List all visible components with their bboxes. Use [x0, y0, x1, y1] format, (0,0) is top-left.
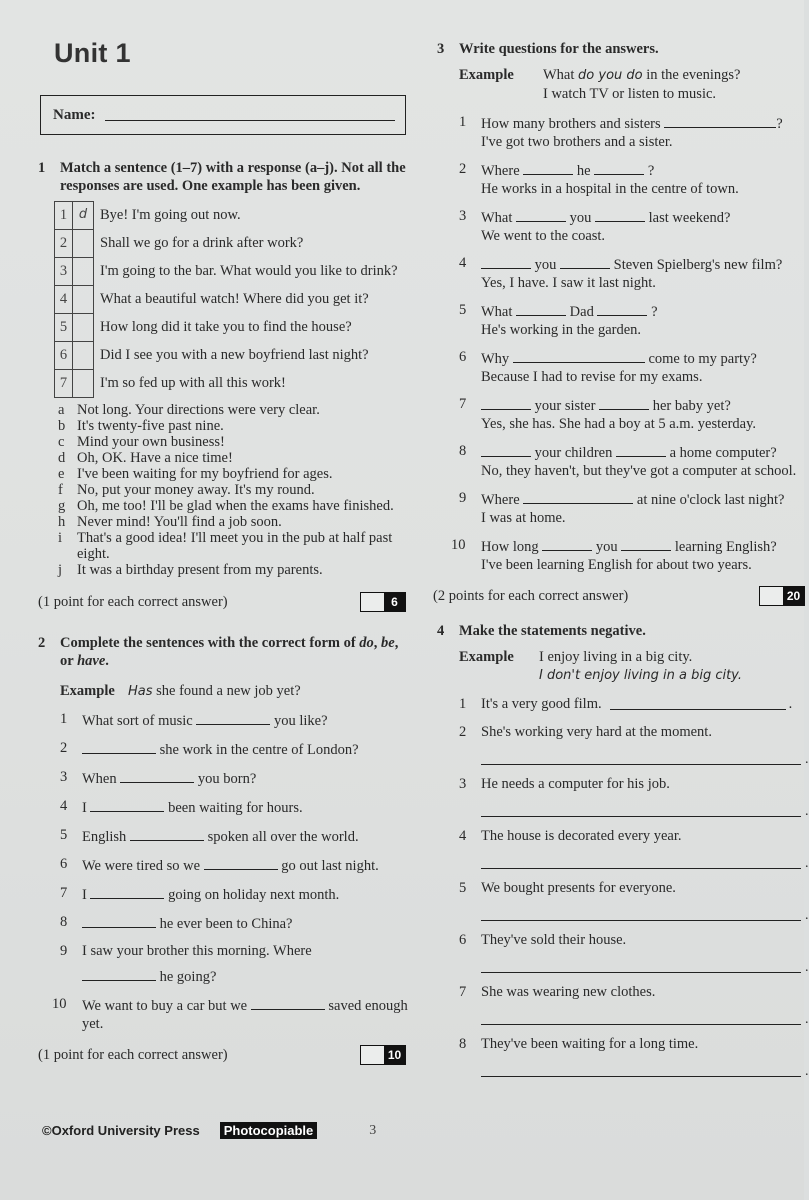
table-row: [55, 342, 401, 370]
example: [459, 648, 799, 685]
list-item: [60, 739, 410, 759]
answer-blank[interactable]: [251, 995, 325, 1010]
item-text: [481, 442, 796, 480]
answer-blank[interactable]: [481, 442, 531, 457]
score-entry[interactable]: [361, 593, 384, 611]
item-text: [82, 739, 359, 759]
list-item: [459, 1035, 799, 1053]
response-letter: b: [58, 418, 66, 434]
response-text: Oh, me too! I'll be glad when the exams have finished.: [77, 498, 394, 514]
statement-text: It's a very good film.: [481, 696, 602, 712]
answer-blank[interactable]: [621, 536, 671, 551]
question-text: Where: [481, 163, 524, 179]
sentence-number: 3: [55, 258, 73, 286]
item-text: [481, 348, 757, 386]
answer-blank[interactable]: [616, 442, 666, 457]
response-letter: g: [58, 498, 66, 514]
answer-cell[interactable]: [73, 314, 94, 342]
list-item: [58, 434, 410, 450]
answer-blank[interactable]: [595, 207, 645, 222]
item-text: [82, 826, 359, 846]
example-question: What: [543, 67, 579, 83]
text-after: spoken all over the world.: [203, 829, 359, 845]
list-item: [60, 884, 410, 904]
list-item: [58, 562, 410, 578]
question-text: you: [592, 539, 622, 555]
section-3-heading: [437, 40, 799, 58]
item-text: [82, 913, 292, 933]
item-number: 4: [459, 255, 467, 271]
text-before: When: [82, 771, 121, 787]
list-item: [459, 983, 799, 1001]
response-letter: j: [58, 562, 63, 578]
question-text: How many brothers and sisters: [481, 116, 665, 132]
answer-blank[interactable]: [542, 536, 592, 551]
list-item: [459, 723, 799, 741]
answer-line[interactable]: .: [481, 1007, 799, 1025]
response-letter: d: [58, 450, 66, 466]
question-text: a home computer?: [665, 445, 777, 461]
text-after: going on holiday next month.: [164, 887, 340, 903]
answer-blank[interactable]: [560, 254, 610, 269]
item-text: [481, 160, 739, 198]
item-number: 5: [459, 302, 467, 318]
answer-cell[interactable]: [73, 258, 94, 286]
answer-blank[interactable]: [82, 913, 156, 928]
answer-text: Yes, she has. She had a boy at 5 a.m. yesterday.: [481, 416, 757, 432]
list-item: [459, 879, 799, 897]
text-after: you born?: [194, 771, 257, 787]
list-item: [58, 402, 410, 418]
answer-cell[interactable]: [73, 286, 94, 314]
text-after: he going?: [156, 969, 217, 985]
sentence-text: Bye! I'm going out now.: [100, 206, 241, 223]
section-4-items: [437, 695, 809, 1079]
item-text: [82, 884, 339, 904]
item-number: 8: [459, 443, 467, 459]
section-2-points: [38, 1045, 410, 1065]
answer-blank[interactable]: [90, 797, 164, 812]
answer-cell[interactable]: d: [73, 202, 94, 230]
text-before: I saw your brother this morning. Where: [82, 943, 312, 959]
item-number: 6: [60, 856, 68, 872]
text-before: What sort of music: [82, 713, 197, 729]
section-4: [437, 622, 809, 1079]
response-text: Never mind! You'll find a job soon.: [77, 514, 282, 530]
text-after: been waiting for hours.: [164, 800, 303, 816]
statement-text: The house is decorated every year.: [481, 828, 682, 844]
answer-blank[interactable]: [120, 768, 194, 783]
list-item: [60, 826, 410, 846]
question-text: How long: [481, 539, 543, 555]
score-entry[interactable]: [760, 587, 783, 605]
item-text: [481, 254, 782, 292]
example-label: Example: [459, 649, 514, 665]
section-number: 1: [38, 160, 46, 176]
text-before: I: [82, 800, 91, 816]
item-text: [481, 489, 784, 527]
item-text: [481, 395, 756, 433]
item-number: 6: [459, 349, 467, 365]
item-number: 7: [60, 885, 68, 901]
response-letter: a: [58, 402, 65, 418]
list-item: [459, 160, 799, 198]
sentence-number: 6: [55, 342, 73, 370]
section-instruction: Match a sentence (1–7) with a response (a–j). Not all the responses are used. One example has been given.: [60, 160, 406, 194]
example-reply: I watch TV or listen to music.: [543, 86, 717, 102]
statement-text: They've been waiting for a long time.: [481, 1036, 699, 1052]
response-text: Mind your own business!: [77, 434, 225, 450]
table-row: [55, 202, 401, 230]
list-item: [459, 348, 799, 386]
example-label: Example: [459, 67, 514, 83]
answer-blank[interactable]: [516, 207, 566, 222]
list-item: [459, 113, 799, 151]
answer-blank[interactable]: [82, 966, 156, 981]
example-answer: do you do: [578, 68, 643, 83]
answer-line[interactable]: .: [481, 1059, 799, 1077]
list-item: [451, 536, 799, 574]
item-number: 2: [60, 740, 68, 756]
section-1: [38, 159, 410, 612]
question-text: your sister: [531, 398, 600, 414]
answer-blank[interactable]: [523, 489, 633, 504]
copyright-text: ©Oxford University Press: [42, 1123, 200, 1138]
left-column: [38, 30, 410, 1065]
item-number: 1: [60, 711, 68, 727]
answer-cell[interactable]: [73, 230, 94, 258]
example-text: [128, 682, 301, 701]
sentence-text: Shall we go for a drink after work?: [100, 234, 304, 251]
points-note: (1 point for each correct answer): [38, 593, 228, 610]
statement-text: She was wearing new clothes.: [481, 984, 656, 1000]
list-item: [459, 695, 799, 713]
list-item: [58, 418, 410, 434]
example-sentence: she found a new job yet?: [152, 683, 301, 699]
answer-blank[interactable]: [513, 348, 645, 363]
list-item: [60, 913, 410, 933]
question-text: Where: [481, 492, 524, 508]
answer-text: We went to the coast.: [481, 228, 606, 244]
section-3: [433, 40, 801, 606]
response-text: No, put your money away. It's my round.: [77, 482, 315, 498]
example: [60, 682, 410, 701]
unit-title: Unit 1: [54, 38, 131, 68]
answer-cell[interactable]: [73, 370, 94, 398]
statement-text: He needs a computer for his job.: [481, 776, 670, 792]
example: [459, 66, 799, 103]
list-item: [60, 942, 410, 986]
sentence-number: 2: [55, 230, 73, 258]
list-item: [60, 710, 410, 730]
text-before: We were tired so we: [82, 858, 204, 874]
example-answer: I don't enjoy living in a big city.: [539, 668, 742, 683]
answer-text: I was at home.: [481, 510, 566, 526]
answer-blank[interactable]: [82, 739, 156, 754]
item-number: 10: [52, 996, 67, 1012]
list-item: [60, 855, 410, 875]
sentence-text: I'm going to the bar. What would you like to drink?: [100, 262, 398, 279]
item-number: 2: [459, 161, 467, 177]
item-text: [481, 301, 658, 339]
answer-text: Yes, I have. I saw it last night.: [481, 275, 656, 291]
answer-line[interactable]: .: [481, 747, 799, 765]
answer-blank[interactable]: [610, 695, 786, 710]
answer-blank[interactable]: [516, 301, 566, 316]
answer-cell[interactable]: [73, 342, 94, 370]
section-2-heading: [38, 634, 410, 670]
item-text: [82, 797, 303, 817]
section-4-heading: [437, 622, 799, 640]
section-3-points: [433, 586, 801, 606]
answer-text: He works in a hospital in the centre of town.: [481, 181, 739, 197]
question-text: What: [481, 304, 517, 320]
list-item: [459, 301, 799, 339]
item-number: 7: [459, 984, 467, 1000]
table-row: [55, 370, 401, 398]
keyword: be: [381, 635, 395, 651]
question-text: last weekend?: [645, 210, 731, 226]
points-note: (2 points for each correct answer): [433, 587, 629, 604]
sentence-text: I'm so fed up with all this work!: [100, 374, 286, 391]
item-number: 5: [459, 880, 467, 896]
question-text: you: [531, 257, 560, 273]
item-number: 5: [60, 827, 68, 843]
answer-blank[interactable]: [90, 884, 164, 899]
list-item: [58, 530, 410, 562]
statement-text: They've sold their house.: [481, 932, 627, 948]
item-number: 6: [459, 932, 467, 948]
statement-text: We bought presents for everyone.: [481, 880, 676, 896]
response-text: Oh, OK. Have a nice time!: [77, 450, 233, 466]
section-1-points: [38, 592, 410, 612]
item-text: [82, 855, 379, 875]
example-text: [543, 66, 740, 103]
max-score: 10: [384, 1046, 405, 1064]
item-number: 9: [459, 490, 467, 506]
list-item: [58, 498, 410, 514]
question-text: Steven Spielberg's new film?: [610, 257, 783, 273]
responses-list: [58, 402, 410, 578]
response-letter: h: [58, 514, 66, 530]
response-letter: c: [58, 434, 65, 450]
answer-line[interactable]: .: [481, 851, 799, 869]
section-2-items: [38, 710, 410, 1033]
response-letter: f: [58, 482, 63, 498]
sentence-text: What a beautiful watch! Where did you get it?: [100, 290, 369, 307]
list-item: [58, 466, 410, 482]
text-before: We want to buy a car but we: [82, 998, 251, 1014]
keyword: do: [359, 635, 374, 651]
text-before: English: [82, 829, 130, 845]
answer-blank[interactable]: [594, 160, 644, 175]
list-item: [459, 254, 799, 292]
item-number: 4: [60, 798, 68, 814]
score-entry[interactable]: [361, 1046, 384, 1064]
answer-line[interactable]: .: [481, 799, 799, 817]
list-item: [52, 995, 410, 1033]
item-number: 3: [459, 208, 467, 224]
response-letter: i: [58, 530, 63, 546]
section-instruction: Write questions for the answers.: [459, 41, 659, 57]
question-text: ?: [647, 304, 658, 320]
question-text: at nine o'clock last night?: [633, 492, 785, 508]
answer-text: Because I had to revise for my exams.: [481, 369, 703, 385]
question-text: Dad: [566, 304, 598, 320]
text-after: saved enough yet.: [82, 998, 408, 1032]
answer-blank[interactable]: [196, 710, 270, 725]
name-box: [40, 95, 406, 135]
answer-blank[interactable]: [481, 395, 531, 410]
sentence-number: 1: [55, 202, 73, 230]
question-text: Why: [481, 351, 513, 367]
list-item: [459, 395, 799, 433]
text-after: he ever been to China?: [156, 916, 293, 932]
item-number: 10: [451, 537, 466, 553]
item-number: 1: [459, 696, 467, 712]
table-row: [55, 230, 401, 258]
item-text: [82, 768, 256, 788]
list-item: [60, 797, 410, 817]
item-number: 3: [60, 769, 68, 785]
text-after: you like?: [270, 713, 328, 729]
answer-blank[interactable]: [523, 160, 573, 175]
match-table: [54, 201, 401, 398]
example-label: Example: [60, 683, 115, 699]
example-answer: Has: [128, 684, 153, 699]
section-number: 4: [437, 623, 445, 639]
list-item: [459, 775, 799, 793]
section-number: 2: [38, 635, 46, 651]
table-row: [55, 286, 401, 314]
right-column: [433, 40, 809, 1079]
section-instruction: Complete the sentences with the correct form of do, be, or have.: [60, 635, 399, 669]
keyword: have: [77, 653, 106, 669]
response-text: That's a good idea! I'll meet you in the pub at half past eight.: [77, 530, 393, 562]
text-after: she work in the centre of London?: [156, 742, 359, 758]
answer-text: No, they haven't, but they've got a computer at school.: [481, 463, 797, 479]
answer-line[interactable]: .: [481, 903, 799, 921]
score-box: [360, 1045, 406, 1065]
points-note: (1 point for each correct answer): [38, 1046, 228, 1063]
item-text: [82, 710, 328, 730]
list-item: [459, 931, 799, 949]
list-item: [459, 207, 799, 245]
list-item: [58, 482, 410, 498]
question-text: learning English?: [671, 539, 777, 555]
answer-blank[interactable]: [481, 254, 531, 269]
sentence-text: Did I see you with a new boyfriend last night?: [100, 346, 369, 363]
page-number: 3: [369, 1122, 377, 1138]
question-text: ?: [776, 116, 783, 132]
section-number: 3: [437, 41, 445, 57]
period: .: [788, 696, 793, 712]
name-label: Name:: [53, 106, 96, 123]
score-box: [759, 586, 805, 606]
question-text: your children: [531, 445, 616, 461]
name-input-line[interactable]: [105, 120, 395, 121]
sentence-text: How long did it take you to find the house?: [100, 318, 352, 335]
section-2: [38, 634, 410, 1065]
example-question: in the evenings?: [642, 67, 741, 83]
instruction-text: Complete the sentences with the correct form of: [60, 635, 360, 651]
item-number: 8: [60, 914, 68, 930]
list-item: [459, 442, 799, 480]
question-text: ?: [644, 163, 655, 179]
item-number: 9: [60, 943, 68, 959]
question-text: What: [481, 210, 517, 226]
item-text: [481, 536, 777, 574]
text-after: go out last night.: [277, 858, 379, 874]
answer-text: I've been learning English for about two years.: [481, 557, 752, 573]
item-text: [481, 207, 730, 245]
question-text: he: [573, 163, 595, 179]
answer-line[interactable]: .: [481, 955, 799, 973]
question-text: come to my party?: [644, 351, 757, 367]
list-item: [459, 489, 799, 527]
item-number: 2: [459, 724, 467, 740]
section-3-items: [437, 113, 799, 574]
list-item: [60, 768, 410, 788]
answer-blank[interactable]: [597, 301, 647, 316]
item-number: 1: [459, 114, 467, 130]
answer-text: He's working in the garden.: [481, 322, 642, 338]
question-text: you: [566, 210, 596, 226]
question-text: her baby yet?: [649, 398, 731, 414]
example-statement: I enjoy living in a big city.: [539, 649, 693, 665]
photocopiable-badge: Photocopiable: [220, 1122, 318, 1139]
response-text: I've been waiting for my boyfriend for ages.: [77, 466, 333, 482]
answer-blank[interactable]: [599, 395, 649, 410]
sentence-number: 4: [55, 286, 73, 314]
example-text: [539, 648, 742, 685]
max-score: 6: [384, 593, 405, 611]
item-number: 8: [459, 1036, 467, 1052]
sentence-number: 5: [55, 314, 73, 342]
item-number: 3: [459, 776, 467, 792]
table-row: [55, 258, 401, 286]
sentence-number: 7: [55, 370, 73, 398]
answer-blank[interactable]: [130, 826, 204, 841]
table-row: [55, 314, 401, 342]
list-item: [58, 450, 410, 466]
answer-blank[interactable]: [664, 113, 776, 128]
max-score: 20: [783, 587, 804, 605]
response-text: Not long. Your directions were very clear.: [77, 402, 320, 418]
item-text: [82, 995, 410, 1033]
answer-blank[interactable]: [204, 855, 278, 870]
response-letter: e: [58, 466, 65, 482]
response-text: It's twenty-five past nine.: [77, 418, 224, 434]
answer-text: I've got two brothers and a sister.: [481, 134, 673, 150]
item-number: 7: [459, 396, 467, 412]
section-instruction: Make the statements negative.: [459, 623, 646, 639]
text-before: I: [82, 887, 91, 903]
list-item: [58, 514, 410, 530]
page-footer: [42, 1122, 376, 1139]
section-1-heading: [38, 159, 410, 195]
response-text: It was a birthday present from my parents.: [77, 562, 323, 578]
statement-text: She's working very hard at the moment.: [481, 724, 712, 740]
item-text: [481, 113, 783, 151]
list-item: [459, 827, 799, 845]
item-text: [82, 942, 312, 986]
item-number: 4: [459, 828, 467, 844]
score-box: [360, 592, 406, 612]
